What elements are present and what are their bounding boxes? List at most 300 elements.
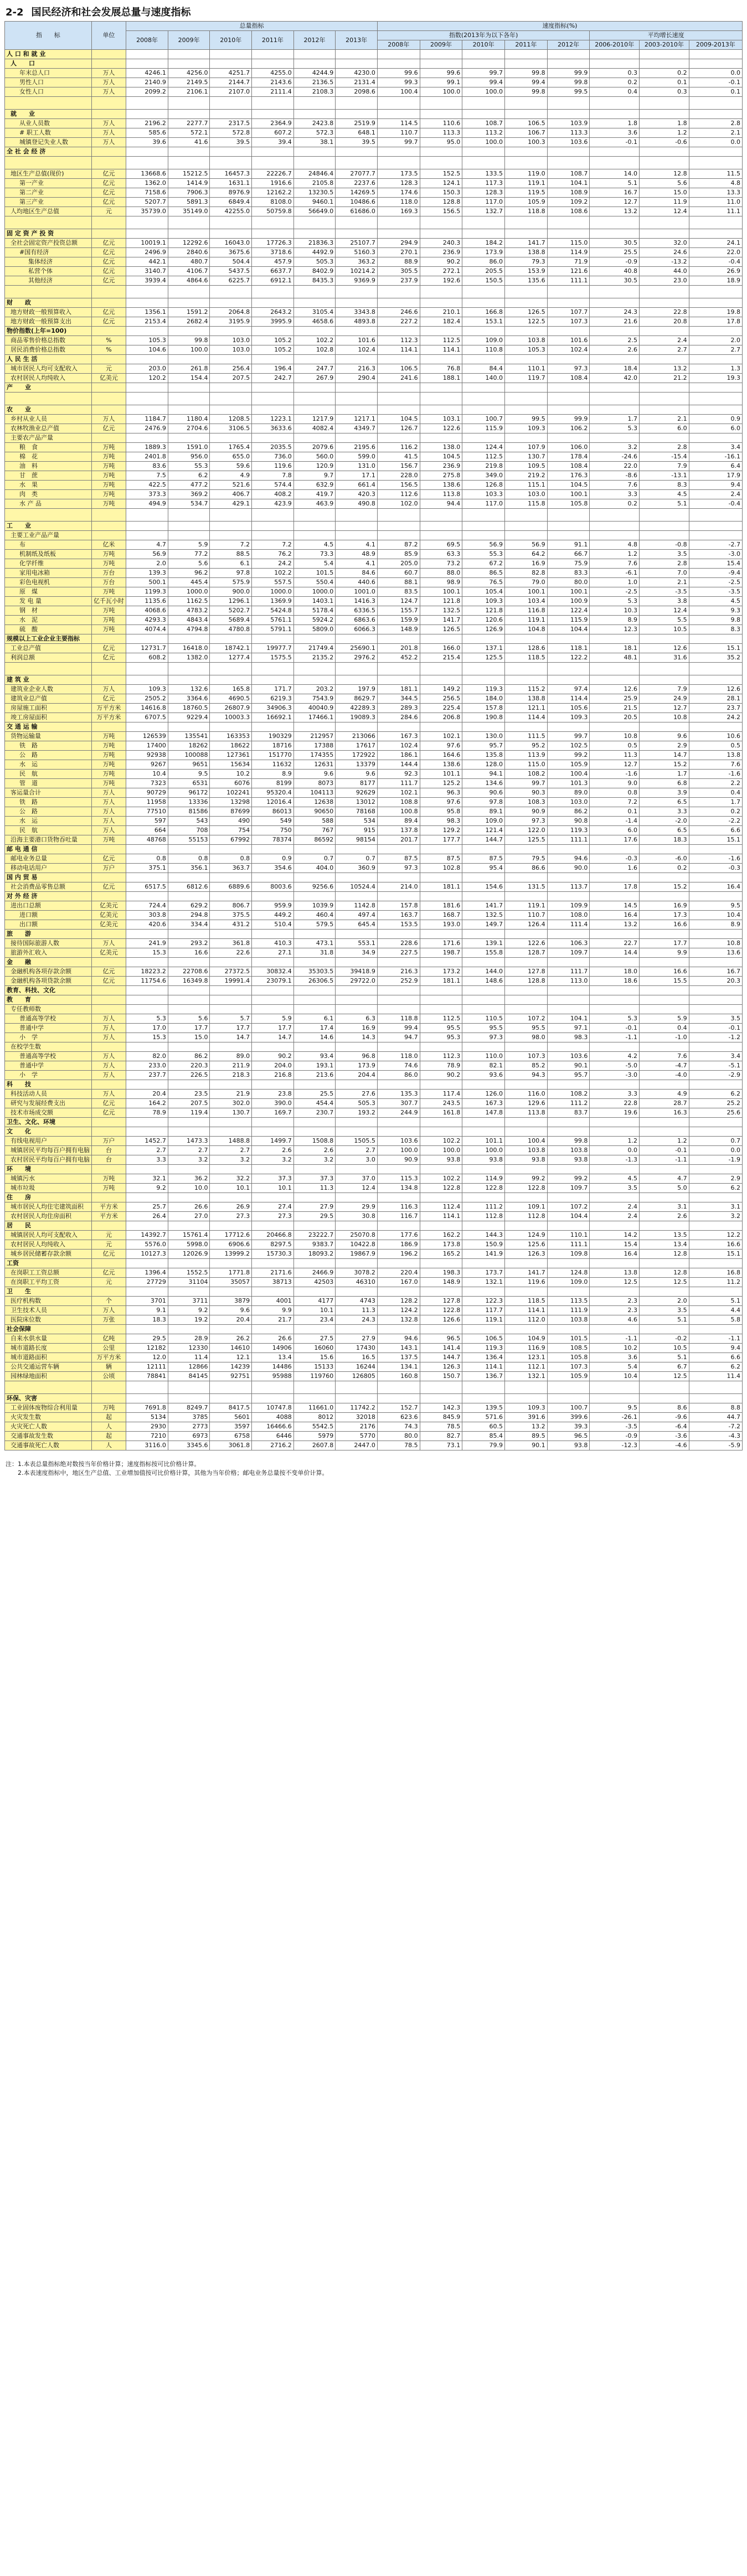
value-cell — [547, 433, 590, 443]
value-cell: 1396.4 — [126, 1268, 168, 1278]
value-cell: 3939.4 — [126, 276, 168, 286]
value-cell: 225.4 — [420, 704, 462, 713]
value-cell: 100.1 — [547, 587, 590, 597]
value-cell — [252, 634, 294, 644]
table-row — [5, 1278, 743, 1287]
value-cell — [293, 393, 336, 405]
value-cell: 2.4 — [590, 1202, 640, 1212]
value-cell: 128.0 — [462, 760, 505, 770]
value-cell — [462, 1042, 505, 1052]
value-cell: 122.8 — [420, 1306, 462, 1315]
value-cell: 543 — [168, 817, 210, 826]
indicator-name: 城镇居民平均每百户拥有电脑 — [5, 1146, 92, 1155]
value-cell — [590, 675, 640, 685]
value-cell: 0.0 — [689, 1146, 742, 1155]
value-cell: 6.1 — [210, 559, 252, 569]
indicator-name: 金融机构各项贷款余额 — [5, 977, 92, 986]
value-cell: 0.7 — [293, 854, 336, 864]
value-cell: 6076 — [210, 779, 252, 788]
value-cell: 150.7 — [420, 1372, 462, 1381]
value-cell: -13.2 — [640, 257, 689, 267]
value-cell — [462, 147, 505, 157]
value-cell — [210, 393, 252, 405]
value-cell: 510.4 — [252, 920, 294, 930]
value-cell: 114.1 — [504, 1306, 547, 1315]
value-cell: 29722.0 — [336, 977, 378, 986]
value-cell: 100.4 — [547, 770, 590, 779]
value-cell: 8976.9 — [210, 188, 252, 198]
value-cell — [462, 531, 505, 540]
value-cell: 15212.5 — [168, 169, 210, 179]
value-cell: 60.7 — [377, 569, 420, 578]
value-cell — [377, 1005, 420, 1014]
value-cell: 27.1 — [252, 948, 294, 958]
value-cell: 219.2 — [504, 471, 547, 481]
value-cell — [210, 634, 252, 644]
value-cell — [689, 1381, 742, 1394]
value-cell: 105.8 — [547, 1353, 590, 1362]
value-cell: 23.4 — [293, 1315, 336, 1325]
value-cell: 67992 — [210, 835, 252, 845]
value-cell — [293, 216, 336, 229]
value-cell: 2149.5 — [168, 78, 210, 87]
value-cell: 190.8 — [462, 713, 505, 722]
value-cell: 1771.8 — [210, 1268, 252, 1278]
value-cell: 73.2 — [420, 559, 462, 569]
value-cell: 9.9 — [252, 1306, 294, 1315]
value-cell: -0.8 — [640, 540, 689, 550]
value-cell — [640, 1193, 689, 1202]
value-cell: 12.6 — [689, 685, 742, 694]
value-cell — [293, 1005, 336, 1014]
value-cell — [168, 229, 210, 239]
value-cell — [377, 383, 420, 393]
value-cell — [210, 1325, 252, 1334]
value-cell — [126, 327, 168, 336]
value-cell — [504, 383, 547, 393]
indicator-name: 文 化 — [5, 1127, 92, 1137]
value-cell: 87.5 — [377, 854, 420, 864]
value-cell: 6758 — [210, 1432, 252, 1441]
value-cell: 100.4 — [377, 87, 420, 97]
value-cell: 1591.2 — [168, 308, 210, 317]
value-cell — [377, 531, 420, 540]
unit-cell: 起 — [91, 1413, 126, 1422]
value-cell: 111.7 — [377, 779, 420, 788]
value-cell — [590, 50, 640, 59]
value-cell: 150.3 — [420, 188, 462, 198]
value-cell: 114.5 — [377, 119, 420, 128]
value-cell: 95320.4 — [252, 788, 294, 798]
indicator-name: 邮 电 通 信 — [5, 845, 92, 854]
indicator-name: 城市道路面积 — [5, 1353, 92, 1362]
unit-cell — [91, 1193, 126, 1202]
value-cell — [336, 97, 378, 110]
value-cell: 151770 — [252, 751, 294, 760]
value-cell: 16.9 — [504, 559, 547, 569]
value-cell: 87.2 — [377, 540, 420, 550]
value-cell: 5.1 — [640, 1315, 689, 1325]
value-cell: 106.3 — [547, 939, 590, 948]
indicator-name: 货物运输量 — [5, 732, 92, 741]
value-cell: 8.8 — [689, 1403, 742, 1413]
table-row — [5, 1137, 743, 1146]
value-cell: 17388 — [293, 741, 336, 751]
value-cell: 1.2 — [640, 1137, 689, 1146]
unit-cell — [91, 1080, 126, 1090]
value-cell — [590, 930, 640, 939]
header-index-group: 指数(2013年为以下各年) — [377, 31, 589, 40]
value-cell: 97.3 — [462, 1033, 505, 1042]
value-cell: 21749.4 — [293, 644, 336, 653]
indicator-name: 第三产业 — [5, 198, 92, 207]
value-cell: 39.6 — [126, 138, 168, 147]
value-cell: 8.9 — [590, 616, 640, 625]
value-cell: 4.4 — [689, 1306, 742, 1315]
value-cell — [293, 298, 336, 308]
value-cell: 167.3 — [377, 732, 420, 741]
value-cell — [547, 522, 590, 531]
value-cell: 100088 — [168, 751, 210, 760]
section-row — [5, 229, 743, 239]
value-cell: 115.0 — [504, 760, 547, 770]
value-cell: 122.6 — [504, 939, 547, 948]
value-cell: 102.2 — [420, 1174, 462, 1184]
value-cell: 11754.6 — [126, 977, 168, 986]
value-cell: 17400 — [126, 741, 168, 751]
value-cell — [210, 1287, 252, 1297]
value-cell: -4.7 — [640, 1061, 689, 1071]
header-idx-year: 2008年 — [377, 40, 420, 50]
unit-cell: 台 — [91, 1146, 126, 1155]
value-cell: 7.2 — [252, 540, 294, 550]
value-cell: 103.0 — [210, 345, 252, 355]
table-row — [5, 198, 743, 207]
value-cell: 2505.2 — [126, 694, 168, 704]
value-cell — [377, 1259, 420, 1268]
value-cell: 106.2 — [547, 424, 590, 433]
value-cell: 35057 — [210, 1278, 252, 1287]
value-cell: 5791.1 — [252, 625, 294, 634]
value-cell: 5.9 — [252, 1014, 294, 1024]
section-row — [5, 355, 743, 364]
value-cell — [293, 1165, 336, 1174]
value-cell — [689, 663, 742, 675]
value-cell — [126, 355, 168, 364]
value-cell: 4088 — [252, 1413, 294, 1422]
value-cell — [420, 873, 462, 882]
value-cell: 107.2 — [504, 1014, 547, 1024]
value-cell — [210, 110, 252, 119]
value-cell: 1180.4 — [168, 415, 210, 424]
table-row — [5, 779, 743, 788]
value-cell: 97.1 — [547, 1024, 590, 1033]
value-cell: 3.4 — [689, 443, 742, 452]
value-cell — [336, 663, 378, 675]
value-cell: 83.7 — [547, 1108, 590, 1118]
value-cell — [462, 216, 505, 229]
value-cell: 102241 — [210, 788, 252, 798]
value-cell — [504, 393, 547, 405]
value-cell — [462, 59, 505, 69]
indicator-name: 男性人口 — [5, 78, 92, 87]
value-cell: 7.8 — [252, 471, 294, 481]
value-cell — [462, 845, 505, 854]
indicator-name: 布 — [5, 540, 92, 550]
value-cell: 119.6 — [504, 1278, 547, 1287]
value-cell: 10127.3 — [126, 1250, 168, 1259]
value-cell: 5.7 — [210, 1014, 252, 1024]
value-cell: 109.5 — [504, 462, 547, 471]
unit-cell: 万台 — [91, 569, 126, 578]
value-cell: 109.7 — [547, 948, 590, 958]
value-cell — [168, 97, 210, 110]
value-cell: 5689.4 — [210, 616, 252, 625]
indicator-name: 医疗机构数 — [5, 1297, 92, 1306]
value-cell — [420, 1259, 462, 1268]
value-cell — [126, 522, 168, 531]
value-cell: 56649.0 — [293, 207, 336, 216]
value-cell: 113.5 — [547, 1297, 590, 1306]
unit-cell: 万吨 — [91, 462, 126, 471]
value-cell: 10422.8 — [336, 1240, 378, 1250]
value-cell: 100.1 — [547, 490, 590, 499]
table-row — [5, 616, 743, 625]
unit-cell: 万吨 — [91, 443, 126, 452]
value-cell: 42289.3 — [336, 704, 378, 713]
table-row — [5, 78, 743, 87]
value-cell — [547, 892, 590, 901]
value-cell — [168, 722, 210, 732]
value-cell: 44.0 — [640, 267, 689, 276]
value-cell: 3.3 — [590, 490, 640, 499]
value-cell — [420, 892, 462, 901]
value-cell: 0.9 — [689, 415, 742, 424]
value-cell — [504, 405, 547, 415]
value-cell: 5178.4 — [293, 606, 336, 616]
value-cell — [293, 1042, 336, 1052]
table-row — [5, 1422, 743, 1432]
value-cell — [126, 97, 168, 110]
value-cell: 121.8 — [420, 597, 462, 606]
value-cell — [126, 1005, 168, 1014]
value-cell: -26.1 — [590, 1413, 640, 1422]
header-avg-year: 2006-2010年 — [590, 40, 640, 50]
value-cell: 3.5 — [640, 550, 689, 559]
value-cell: 11742.2 — [336, 1403, 378, 1413]
value-cell: 6707.5 — [126, 713, 168, 722]
table-row — [5, 1240, 743, 1250]
value-cell — [689, 1080, 742, 1090]
value-cell — [210, 930, 252, 939]
value-cell — [168, 1394, 210, 1403]
value-cell: 15730.3 — [252, 1250, 294, 1259]
value-cell — [126, 59, 168, 69]
unit-cell: 万吨 — [91, 559, 126, 569]
value-cell — [462, 1221, 505, 1231]
indicator-name: 金 融 — [5, 958, 92, 967]
value-cell: 1382.0 — [168, 653, 210, 663]
value-cell: 3701 — [126, 1297, 168, 1306]
value-cell: 113.3 — [420, 128, 462, 138]
value-cell: 181.1 — [420, 882, 462, 892]
value-cell — [640, 229, 689, 239]
value-cell: 16043.0 — [210, 239, 252, 248]
value-cell: 5.6 — [168, 559, 210, 569]
value-cell — [689, 675, 742, 685]
value-cell: 108.5 — [547, 1344, 590, 1353]
section-row — [5, 845, 743, 854]
table-row — [5, 920, 743, 930]
value-cell: 107.7 — [547, 308, 590, 317]
value-cell: -3.5 — [689, 587, 742, 597]
value-cell: 104113 — [293, 788, 336, 798]
value-cell: 122.8 — [420, 1184, 462, 1193]
value-cell: 1.7 — [640, 770, 689, 779]
value-cell: 107.3 — [504, 1052, 547, 1061]
value-cell: 117.3 — [462, 179, 505, 188]
value-cell: 16.4 — [590, 911, 640, 920]
value-cell — [504, 147, 547, 157]
unit-cell: 万吨 — [91, 770, 126, 779]
table-row — [5, 1315, 743, 1325]
value-cell: 243.5 — [420, 1099, 462, 1108]
value-cell — [547, 1165, 590, 1174]
value-cell — [420, 229, 462, 239]
table-row — [5, 374, 743, 383]
value-cell: 116.0 — [504, 1090, 547, 1099]
value-cell — [336, 1325, 378, 1334]
value-cell: 99.5 — [504, 415, 547, 424]
value-cell: 128.3 — [462, 188, 505, 198]
value-cell — [590, 327, 640, 336]
value-cell: 9.4 — [689, 481, 742, 490]
unit-cell: 个 — [91, 1297, 126, 1306]
value-cell: 1.0 — [590, 578, 640, 587]
table-row — [5, 882, 743, 892]
value-cell: 648.1 — [336, 128, 378, 138]
value-cell: 177.6 — [377, 1231, 420, 1240]
value-cell: 419.7 — [293, 490, 336, 499]
table-row — [5, 751, 743, 760]
value-cell — [168, 663, 210, 675]
table-row — [5, 1212, 743, 1221]
value-cell: 110.0 — [462, 1052, 505, 1061]
value-cell: 5424.8 — [252, 606, 294, 616]
value-cell: 3995.9 — [252, 317, 294, 327]
indicator-name: 专任教师数 — [5, 1005, 92, 1014]
value-cell: 69.5 — [420, 540, 462, 550]
unit-cell — [91, 1381, 126, 1394]
unit-cell: 万人 — [91, 1024, 126, 1033]
value-cell: 135541 — [168, 732, 210, 741]
value-cell: 103.9 — [547, 119, 590, 128]
value-cell — [462, 355, 505, 364]
value-cell: 2237.6 — [336, 179, 378, 188]
unit-cell: 亿元 — [91, 317, 126, 327]
value-cell — [462, 1193, 505, 1202]
value-cell — [640, 216, 689, 229]
value-cell: 272.1 — [420, 267, 462, 276]
value-cell: 124.1 — [420, 179, 462, 188]
value-cell: 17.4 — [293, 1024, 336, 1033]
value-cell: 173.7 — [462, 1268, 505, 1278]
value-cell: 18262 — [168, 741, 210, 751]
unit-cell: 万台 — [91, 578, 126, 587]
unit-cell — [91, 229, 126, 239]
value-cell — [252, 327, 294, 336]
value-cell: 9383.7 — [293, 1240, 336, 1250]
value-cell: 29.5 — [293, 1212, 336, 1221]
indicator-name: 城镇登记失业人数 — [5, 138, 92, 147]
unit-cell: 万人 — [91, 788, 126, 798]
value-cell: 1296.1 — [210, 597, 252, 606]
value-cell: 5.1 — [640, 499, 689, 509]
header-unit: 单位 — [91, 22, 126, 50]
value-cell: 22.7 — [590, 939, 640, 948]
value-cell: -1.6 — [590, 770, 640, 779]
value-cell: 79.0 — [504, 578, 547, 587]
value-cell — [640, 298, 689, 308]
value-cell: 113.8 — [420, 490, 462, 499]
value-cell: -0.3 — [689, 864, 742, 873]
value-cell: 11.3 — [293, 1184, 336, 1193]
value-cell: -1.2 — [689, 1033, 742, 1042]
value-cell: 3.9 — [640, 788, 689, 798]
value-cell: 134.1 — [377, 1362, 420, 1372]
value-cell: 1362.0 — [126, 179, 168, 188]
indicator-name: 园林绿地面积 — [5, 1372, 92, 1381]
table-body — [5, 50, 743, 1450]
value-cell: 89.0 — [547, 788, 590, 798]
value-cell: 90.0 — [547, 864, 590, 873]
value-cell — [293, 147, 336, 157]
value-cell — [462, 405, 505, 415]
value-cell: 197.9 — [336, 685, 378, 694]
value-cell: 126805 — [336, 1372, 378, 1381]
value-cell: 71.9 — [547, 257, 590, 267]
indicator-name: 从业人员数 — [5, 119, 92, 128]
value-cell — [590, 147, 640, 157]
value-cell — [504, 930, 547, 939]
value-cell: 334.4 — [168, 920, 210, 930]
value-cell — [293, 892, 336, 901]
value-cell — [293, 1080, 336, 1090]
value-cell: 78.5 — [420, 1422, 462, 1432]
value-cell: 119.7 — [504, 374, 547, 383]
value-cell: 12.4 — [336, 1184, 378, 1193]
value-cell — [293, 1287, 336, 1297]
section-row — [5, 1259, 743, 1268]
unit-cell: 亿元 — [91, 1268, 126, 1278]
value-cell: 344.5 — [377, 694, 420, 704]
value-cell: 35303.5 — [293, 967, 336, 977]
unit-cell — [91, 1259, 126, 1268]
value-cell: 181.1 — [420, 977, 462, 986]
value-cell: 15.0 — [640, 188, 689, 198]
value-cell: 101.6 — [336, 336, 378, 345]
value-cell: 74.3 — [377, 1422, 420, 1432]
value-cell — [336, 722, 378, 732]
indicator-name — [5, 286, 92, 298]
value-cell: 6.8 — [640, 779, 689, 788]
value-cell: 1.3 — [689, 364, 742, 374]
value-cell: 0.1 — [640, 78, 689, 87]
value-cell: 2.3 — [590, 1306, 640, 1315]
indicator-name: 第一产业 — [5, 179, 92, 188]
indicator-name: 地方财政一般预算收入 — [5, 308, 92, 317]
unit-cell — [91, 1221, 126, 1231]
